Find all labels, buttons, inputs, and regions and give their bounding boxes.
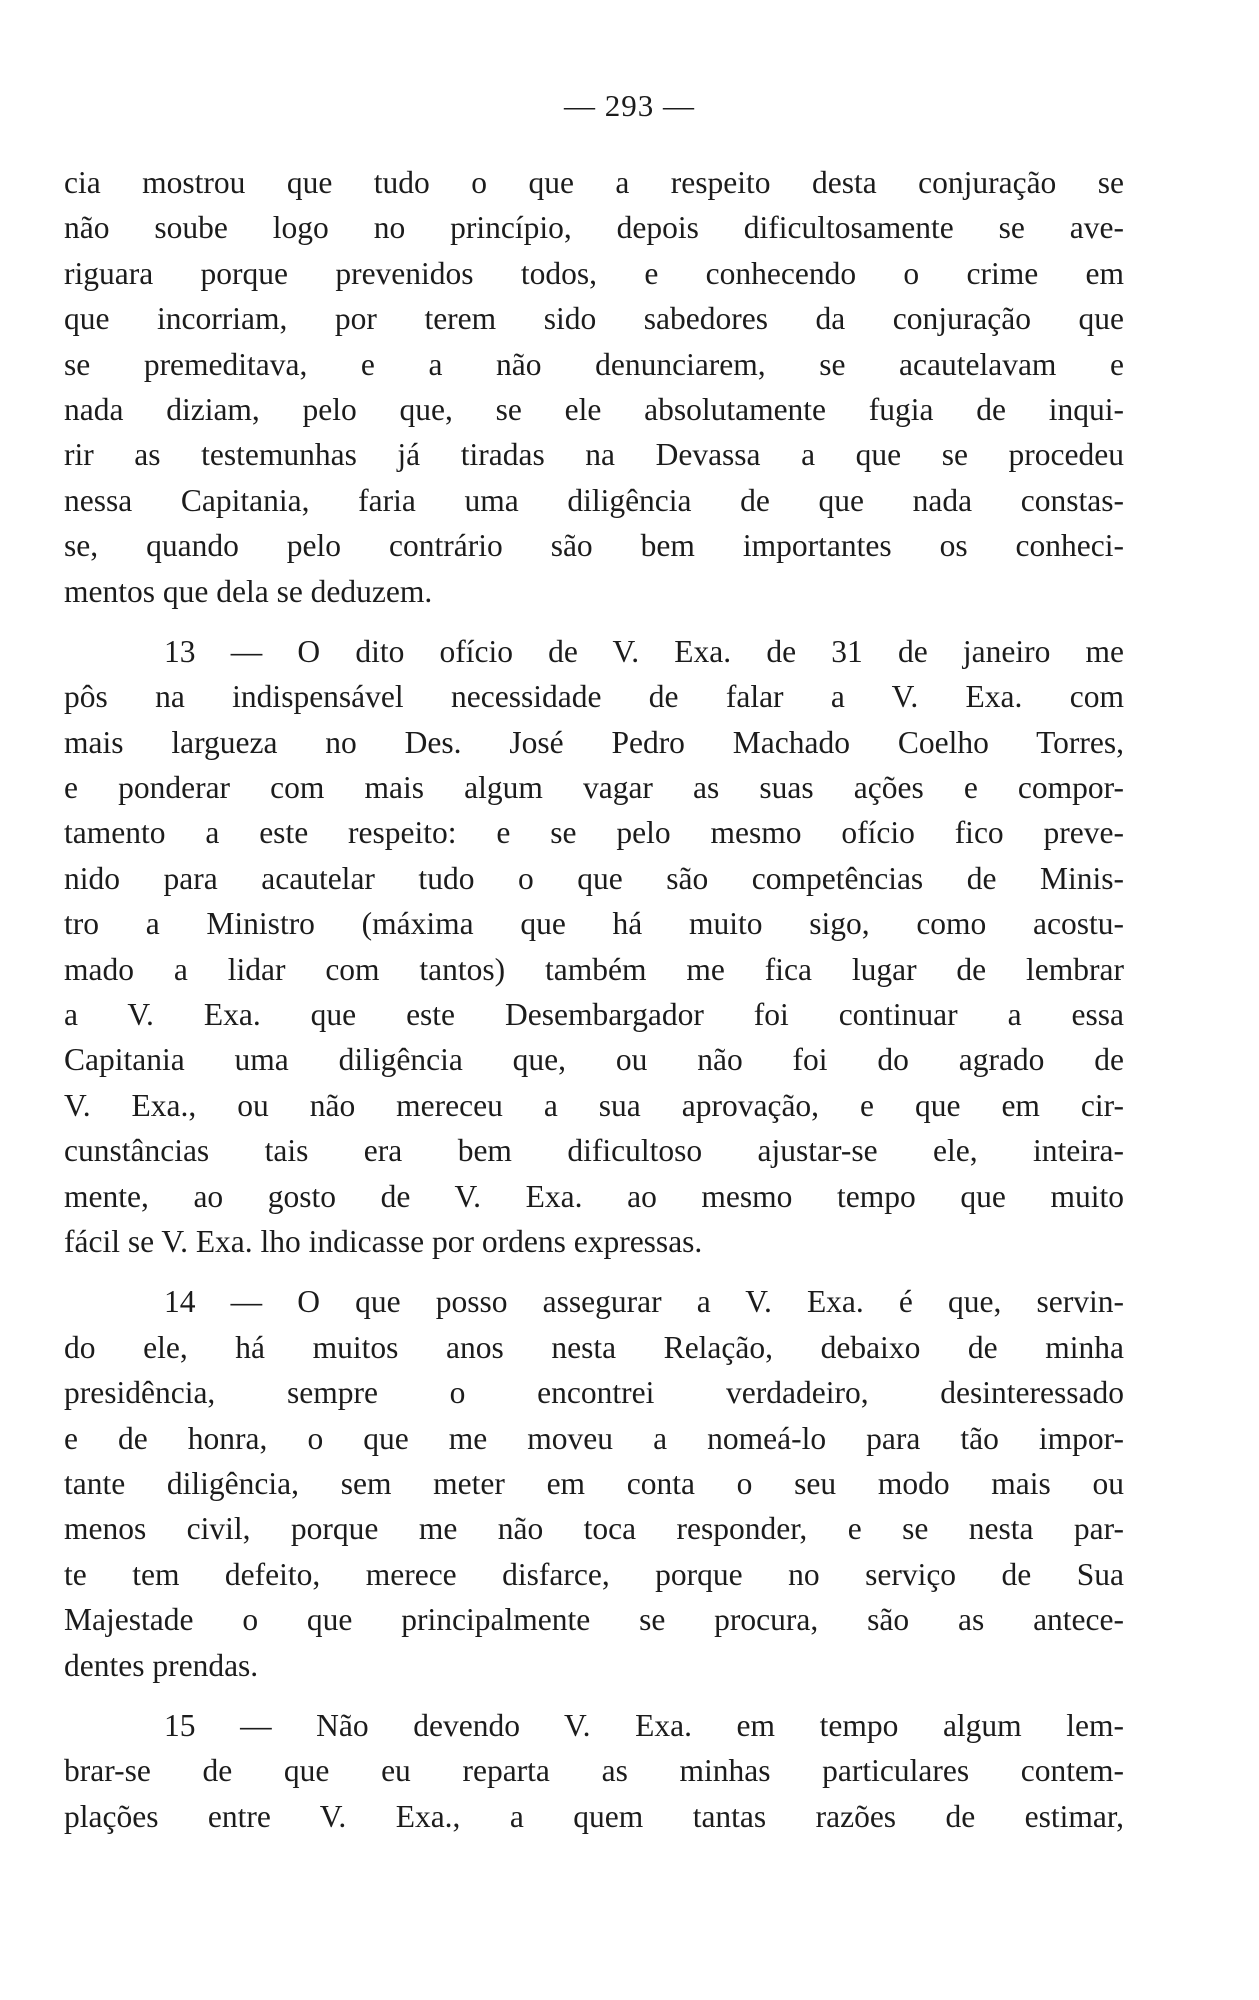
text-line: tro a Ministro (máxima que há muito sigo, como acostu- xyxy=(64,906,1124,942)
text-line: te tem defeito, merece disfarce, porque no serviço de Sua xyxy=(64,1556,1124,1592)
text-line: a V. Exa. que este Desembargador foi continuar a essa xyxy=(64,997,1124,1033)
paragraph-spacer xyxy=(64,1264,1124,1279)
text-line: fácil se V. Exa. lho indicasse por ordens expressas. xyxy=(64,1223,703,1259)
text-line: V. Exa., ou não mereceu a sua aprovação, e que em cir- xyxy=(64,1087,1124,1123)
text-line: que incorriam, por terem sido sabedores da conjuração que xyxy=(64,301,1124,337)
text-line: rir as testemunhas já tiradas na Devassa a que se procedeu xyxy=(64,437,1124,473)
text-line: nada diziam, pelo que, se ele absolutamente fugia de inqui- xyxy=(64,391,1124,427)
text-line: mado a lidar com tantos) também me fica lugar de lembrar xyxy=(64,951,1124,987)
text-line: cunstâncias tais era bem dificultoso ajustar-se ele, inteira- xyxy=(64,1133,1124,1169)
text-line: plações entre V. Exa., a quem tantas razões de estimar, xyxy=(64,1798,1124,1834)
paragraph-continuation xyxy=(64,160,1124,614)
text-line: tamento a este respeito: e se pelo mesmo ofício fico preve- xyxy=(64,815,1124,851)
paragraph-spacer xyxy=(64,1688,1124,1703)
text-line: presidência, sempre o encontrei verdadeiro, desinteressado xyxy=(64,1375,1124,1411)
text-line: Capitania uma diligência que, ou não foi do agrado de xyxy=(64,1042,1124,1078)
page-number: — 293 — xyxy=(564,88,695,123)
text-line: 14 — O que posso assegurar a V. Exa. é que, servin- xyxy=(164,1284,1124,1320)
text-line: e ponderar com mais algum vagar as suas ações e compor- xyxy=(64,770,1124,806)
text-line: dentes prendas. xyxy=(64,1647,259,1683)
text-line: cia mostrou que tudo o que a respeito desta conjuração se xyxy=(64,165,1124,200)
text-line: mentos que dela se deduzem. xyxy=(64,573,433,609)
text-line: 15 — Não devendo V. Exa. em tempo algum lem- xyxy=(164,1707,1124,1743)
text-line: se, quando pelo contrário são bem importantes os conheci- xyxy=(64,528,1124,564)
text-line: e de honra, o que me moveu a nomeá-lo para tão impor- xyxy=(64,1420,1124,1456)
paragraph-14 xyxy=(64,1279,1124,1688)
body-text xyxy=(64,160,1124,1839)
text-line: 13 — O dito ofício de V. Exa. de 31 de janeiro me xyxy=(164,633,1124,669)
text-line: brar-se de que eu reparta as minhas particulares contem- xyxy=(64,1753,1124,1789)
text-line: não soube logo no princípio, depois dificultosamente se ave- xyxy=(64,210,1124,246)
text-line: se premeditava, e a não denunciarem, se acautelavam e xyxy=(64,346,1124,382)
text-line: menos civil, porque me não toca responder, e se nesta par- xyxy=(64,1511,1124,1547)
text-line: nessa Capitania, faria uma diligência de que nada constas- xyxy=(64,482,1124,518)
text-line: mais largueza no Des. José Pedro Machado Coelho Torres, xyxy=(64,724,1124,760)
paragraph-spacer xyxy=(64,614,1124,629)
text-line: pôs na indispensável necessidade de falar a V. Exa. com xyxy=(64,679,1124,715)
paragraph-13 xyxy=(64,629,1124,1264)
text-line: Majestade o que principalmente se procura, são as antece- xyxy=(64,1602,1124,1638)
text-line: riguara porque prevenidos todos, e conhecendo o crime em xyxy=(64,255,1124,291)
text-line: nido para acautelar tudo o que são competências de Minis- xyxy=(64,860,1124,896)
text-line: do ele, há muitos anos nesta Relação, debaixo de minha xyxy=(64,1329,1124,1365)
text-line: mente, ao gosto de V. Exa. ao mesmo tempo que muito xyxy=(64,1178,1124,1214)
text-line: tante diligência, sem meter em conta o seu modo mais ou xyxy=(64,1465,1124,1501)
paragraph-15 xyxy=(64,1703,1124,1839)
